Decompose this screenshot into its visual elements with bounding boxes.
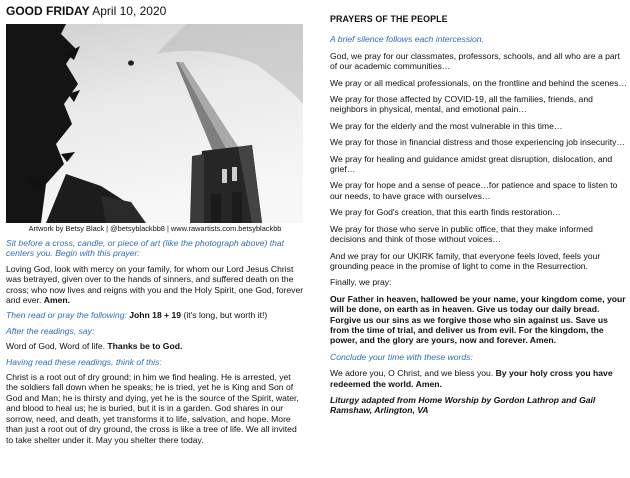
closing-words bbox=[330, 368, 628, 389]
petition: We pray for those in financial distress and those experiencing job insecurity… bbox=[330, 137, 626, 148]
reflection-text: Christ is a root out of dry ground; in him we find healing. He is arrested, yet the soldiers fall down when he speaks; he is tried, yet he is King and Son of God and Man; he is thirsty and dying, yet he is the source of the Spirit, water, and blood to heal us; he is buried, but it is in a garden. God shares in our sorrow, need, and death, yet transforms it to life, salvation, and hope. More than just a root out of dry ground, the cross is like a tree of life. We all invited to take shelter under it. May you shelter there today. bbox=[6, 372, 299, 445]
lords-prayer: Our Father in heaven, hallowed be your name, your kingdom come, your will be done, on earth as in heaven. Give us today our daily bread. Forgive us our sins as we forgive those who sin against us. Save us from the time of trial, and deliver us from evil. For the kingdom, the power, and the glory are yours, now and forever. Amen. bbox=[330, 293, 626, 346]
response-call: Word of God, Word of life. bbox=[6, 341, 106, 352]
church-steeple-photo bbox=[6, 24, 303, 223]
instruction-think: Having read these readings, think of this: bbox=[6, 356, 162, 367]
reading-line bbox=[6, 310, 304, 320]
instruction-sit: Sit before a cross, candle, or piece of art (like the photograph above) that centers you. Begin with this prayer: bbox=[6, 238, 285, 259]
opening-prayer-text: Loving God, look with mercy on your family, for whom our Lord Jesus Christ was betrayed, given over to the hands of sinners, and suffered death on the cross; who now lives and reigns with you and the Holy Spirit, one God, forever and ever. bbox=[6, 263, 304, 306]
prayers-intro: A brief silence follows each intercession. bbox=[330, 34, 484, 45]
left-column bbox=[6, 4, 304, 450]
closing-bold: By your holy cross you have redeemed the world. Amen. bbox=[330, 368, 613, 389]
title-bold: GOOD FRIDAY bbox=[6, 4, 90, 18]
left-body bbox=[6, 238, 304, 445]
closing-plain: We adore you, O Christ, and we bless you. bbox=[330, 368, 494, 379]
petition: We pray or all medical professionals, on the frontline and behind the scenes… bbox=[330, 77, 627, 88]
instruction-conclude: Conclude your time with these words: bbox=[330, 351, 473, 362]
photo-caption: Artwork by Betsy Black | @betsyblackbb8 | www.rawartists.com.betsyblackbb bbox=[28, 224, 282, 233]
reading-note: (it's long, but worth it!) bbox=[183, 310, 268, 321]
response-reply: Thanks be to God. bbox=[107, 341, 183, 352]
petition: We pray for the elderly and the most vulnerable in this time… bbox=[330, 120, 563, 131]
petition: And we pray for our UKIRK family, that everyone feels loved, feels your grounding peace in the promise of light to come in the Resurrection. bbox=[330, 250, 601, 271]
petition: We pray for God's creation, that this earth finds restoration… bbox=[330, 207, 561, 218]
opening-prayer-amen: Amen. bbox=[43, 295, 71, 306]
petition: God, we pray for our classmates, professors, schools, and all who are a part of our academic communities… bbox=[330, 50, 620, 72]
opening-prayer bbox=[6, 264, 304, 306]
instruction-after: After the readings, say: bbox=[6, 325, 95, 336]
page-title bbox=[6, 4, 304, 18]
right-column bbox=[330, 14, 628, 422]
instruction-read: Then read or pray the following: bbox=[6, 310, 127, 321]
prayers-title: PRAYERS OF THE PEOPLE bbox=[330, 14, 448, 24]
title-date: April 10, 2020 bbox=[92, 4, 167, 18]
petition: We pray for those affected by COVID-19, all the families, friends, and neighbors in physical, mental, and emotional pain… bbox=[330, 94, 593, 115]
petition: We pray for those who serve in public office, that they make informed decisions and think of those without voices… bbox=[330, 223, 593, 245]
petition: We pray for healing and guidance amidst great disruption, dislocation, and grief… bbox=[330, 153, 613, 175]
petition: We pray for hope and a sense of peace…for patience and space to listen to our needs, to have grace with ourselves… bbox=[330, 180, 618, 201]
liturgy-credit: Liturgy adapted from Home Worship by Gordon Lathrop and Gail Ramshaw, Arlington, VA bbox=[330, 394, 596, 416]
finally-line: Finally, we pray: bbox=[330, 277, 392, 288]
reading-reference: John 18 + 19 bbox=[129, 310, 182, 321]
response-line bbox=[6, 341, 304, 351]
